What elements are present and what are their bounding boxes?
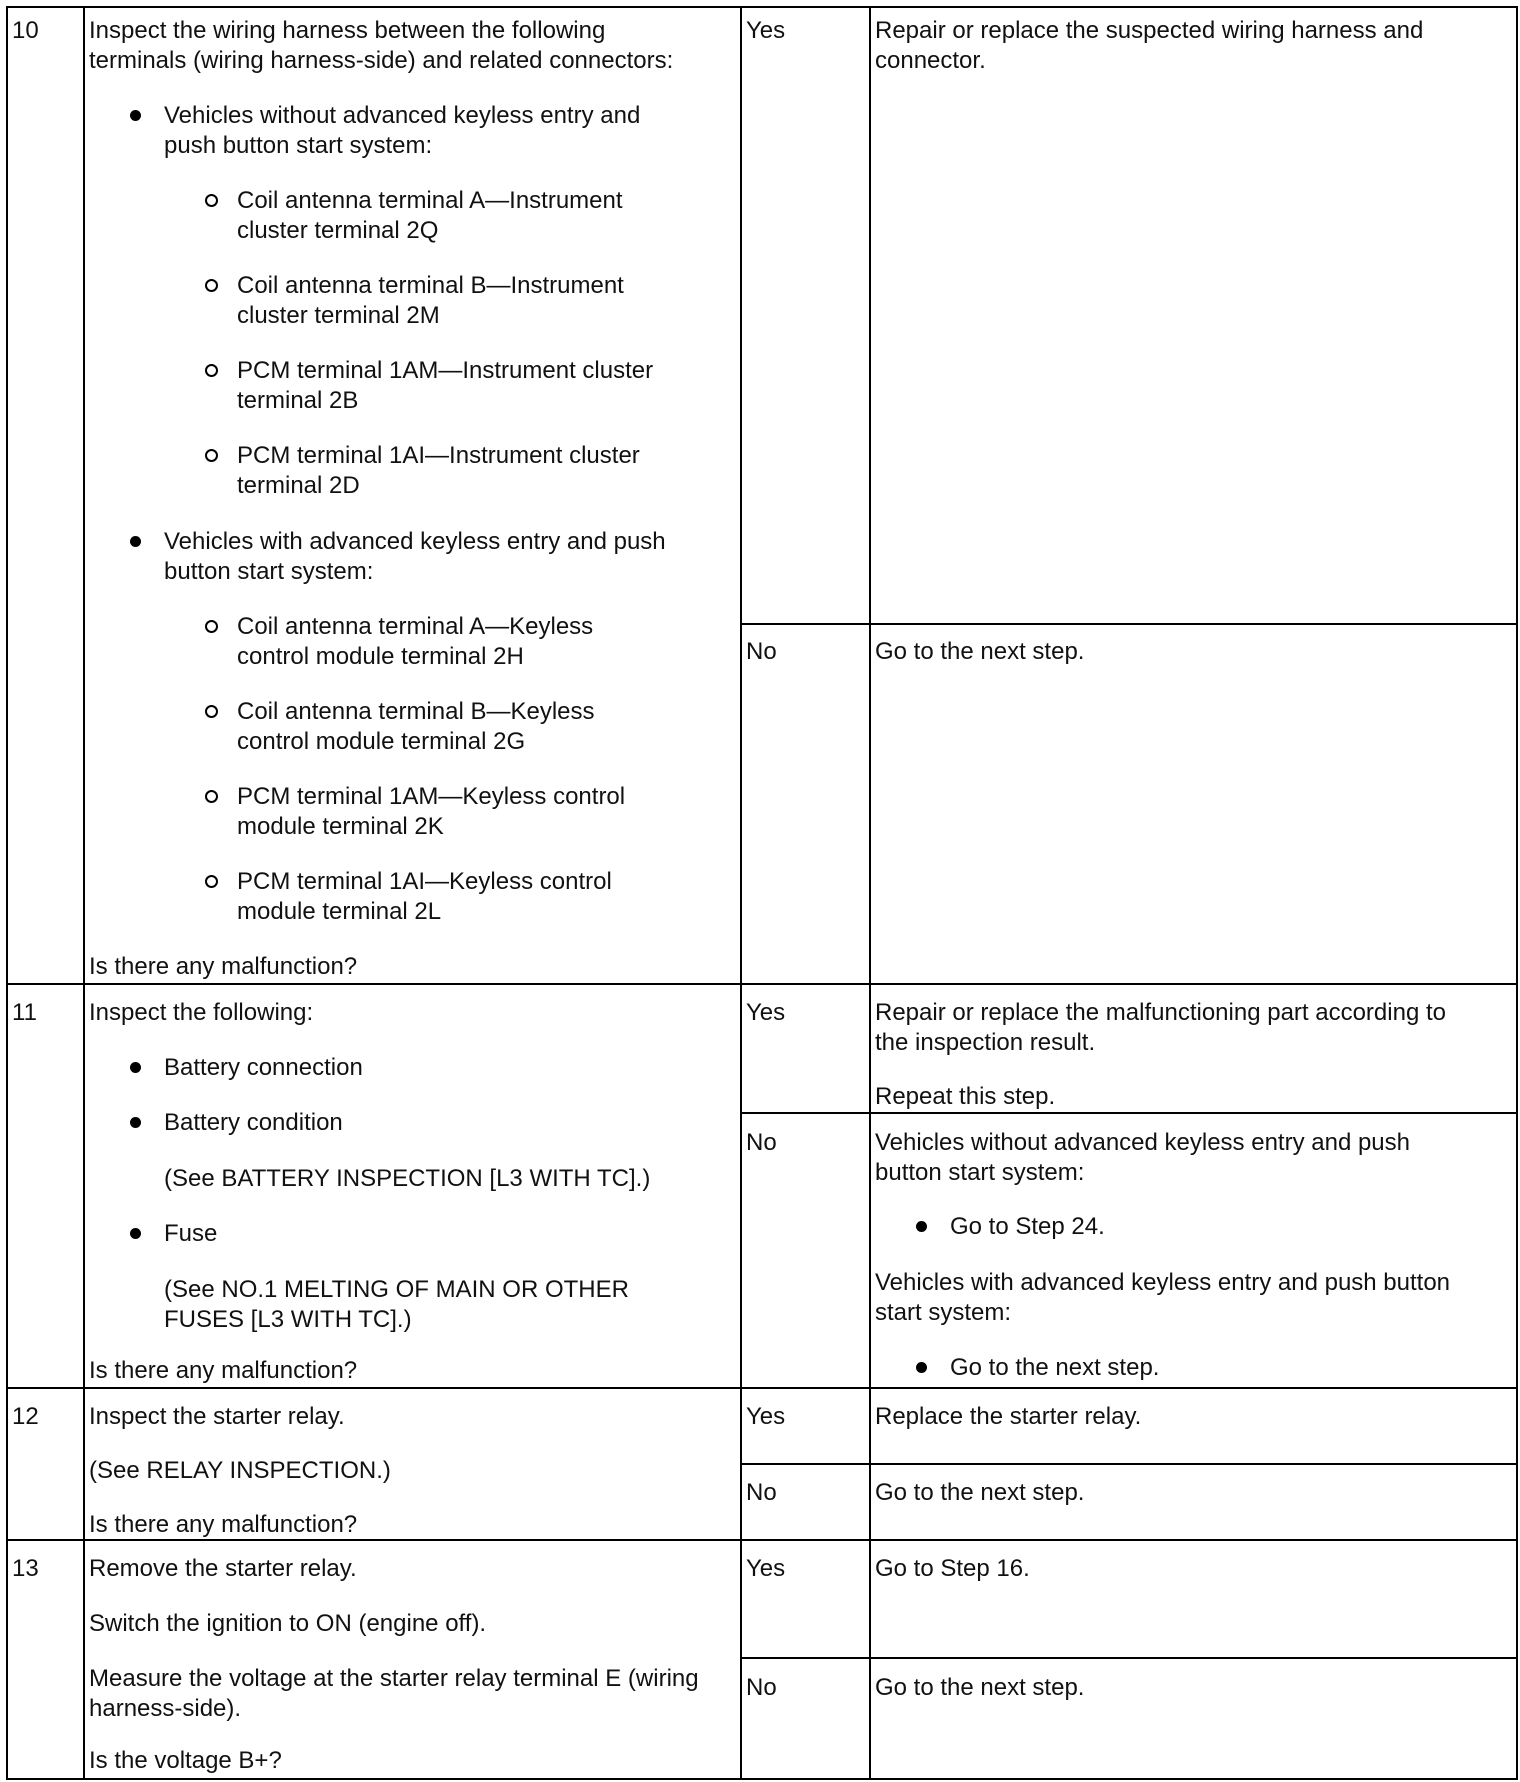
no-action-text: Go to Step 24. <box>950 1213 1105 1240</box>
action-text: Vehicles without advanced keyless entry and <box>164 102 641 129</box>
yes-action-text: connector. <box>875 47 986 74</box>
action-text: FUSES [L3 WITH TC].) <box>164 1306 412 1333</box>
hollow-bullet-icon <box>205 620 218 633</box>
yes-no-divider <box>740 1657 1518 1659</box>
action-text: Coil antenna terminal B—Keyless <box>237 698 595 725</box>
yes-label: Yes <box>746 17 786 44</box>
action-text: Battery condition <box>164 1109 343 1136</box>
question-text: Is there any malfunction? <box>89 953 358 980</box>
no-action-text: Vehicles with advanced keyless entry and push button <box>875 1269 1451 1296</box>
bullet-icon <box>916 1362 927 1373</box>
action-text: Coil antenna terminal A—Keyless <box>237 613 594 640</box>
action-text: Coil antenna terminal A—Instrument <box>237 187 623 214</box>
hollow-bullet-icon <box>205 875 218 888</box>
bullet-icon <box>916 1221 927 1232</box>
action-text: (See NO.1 MELTING OF MAIN OR OTHER <box>164 1276 629 1303</box>
no-action-text: Go to the next step. <box>875 638 1085 665</box>
yes-label: Yes <box>746 1403 786 1430</box>
hollow-bullet-icon <box>205 705 218 718</box>
yes-label: Yes <box>746 999 786 1026</box>
action-text: (See RELAY INSPECTION.) <box>89 1457 391 1484</box>
no-action-text: Go to the next step. <box>875 1479 1085 1506</box>
hollow-bullet-icon <box>205 790 218 803</box>
yes-action-text: Replace the starter relay. <box>875 1403 1142 1430</box>
action-text: Inspect the starter relay. <box>89 1403 345 1430</box>
action-text: Measure the voltage at the starter relay terminal E (wiring <box>89 1665 699 1692</box>
column-divider <box>83 6 85 1780</box>
action-text: Remove the starter relay. <box>89 1555 357 1582</box>
action-text: Fuse <box>164 1220 218 1247</box>
bullet-icon <box>130 110 141 121</box>
step-number: 12 <box>12 1403 39 1430</box>
column-divider <box>740 6 742 1780</box>
yes-label: Yes <box>746 1555 786 1582</box>
hollow-bullet-icon <box>205 194 218 207</box>
hollow-bullet-icon <box>205 449 218 462</box>
row-divider <box>6 1387 1518 1389</box>
bullet-icon <box>130 1117 141 1128</box>
no-action-text: Vehicles without advanced keyless entry and push <box>875 1129 1410 1156</box>
action-text: cluster terminal 2Q <box>237 217 439 244</box>
action-text: PCM terminal 1AM—Keyless control <box>237 783 626 810</box>
action-text: PCM terminal 1AI—Keyless control <box>237 868 612 895</box>
yes-action-text: Go to Step 16. <box>875 1555 1030 1582</box>
action-text: (See BATTERY INSPECTION [L3 WITH TC].) <box>164 1165 651 1192</box>
question-text: Is there any malfunction? <box>89 1357 358 1384</box>
question-text: Is there any malfunction? <box>89 1511 358 1538</box>
bullet-icon <box>130 1228 141 1239</box>
action-text: PCM terminal 1AM—Instrument cluster <box>237 357 654 384</box>
action-text: PCM terminal 1AI—Instrument cluster <box>237 442 640 469</box>
hollow-bullet-icon <box>205 279 218 292</box>
no-label: No <box>746 1129 777 1156</box>
yes-action-text: Repeat this step. <box>875 1083 1056 1110</box>
action-text: terminal 2D <box>237 472 360 499</box>
row-divider <box>6 983 1518 985</box>
step-number: 11 <box>12 999 37 1026</box>
troubleshooting-table <box>6 6 1518 1780</box>
action-text: terminals (wiring harness-side) and related connectors: <box>89 47 674 74</box>
no-action-text: Go to the next step. <box>950 1354 1160 1381</box>
question-text: Is the voltage B+? <box>89 1747 282 1774</box>
hollow-bullet-icon <box>205 364 218 377</box>
no-label: No <box>746 1674 777 1701</box>
step-number: 13 <box>12 1555 39 1582</box>
no-label: No <box>746 1479 777 1506</box>
action-text: Inspect the following: <box>89 999 314 1026</box>
column-divider <box>869 6 871 1780</box>
yes-no-divider <box>740 1463 1518 1465</box>
action-text: button start system: <box>164 558 374 585</box>
action-text: module terminal 2K <box>237 813 444 840</box>
yes-action-text: Repair or replace the suspected wiring harness and <box>875 17 1424 44</box>
action-text: Switch the ignition to ON (engine off). <box>89 1610 487 1637</box>
no-action-text: Go to the next step. <box>875 1674 1085 1701</box>
bullet-icon <box>130 1062 141 1073</box>
action-text: Coil antenna terminal B—Instrument <box>237 272 624 299</box>
action-text: terminal 2B <box>237 387 359 414</box>
no-label: No <box>746 638 777 665</box>
action-text: control module terminal 2H <box>237 643 524 670</box>
yes-action-text: Repair or replace the malfunctioning part according to <box>875 999 1446 1026</box>
action-text: Vehicles with advanced keyless entry and push <box>164 528 666 555</box>
action-text: Inspect the wiring harness between the following <box>89 17 606 44</box>
no-action-text: start system: <box>875 1299 1012 1326</box>
bullet-icon <box>130 536 141 547</box>
action-text: cluster terminal 2M <box>237 302 440 329</box>
yes-no-divider <box>740 623 1518 625</box>
action-text: module terminal 2L <box>237 898 442 925</box>
action-text: harness-side). <box>89 1695 242 1722</box>
action-text: push button start system: <box>164 132 433 159</box>
yes-no-divider <box>740 1112 1518 1114</box>
no-action-text: button start system: <box>875 1159 1085 1186</box>
step-number: 10 <box>12 17 39 44</box>
yes-action-text: the inspection result. <box>875 1029 1096 1056</box>
action-text: control module terminal 2G <box>237 728 526 755</box>
action-text: Battery connection <box>164 1054 363 1081</box>
